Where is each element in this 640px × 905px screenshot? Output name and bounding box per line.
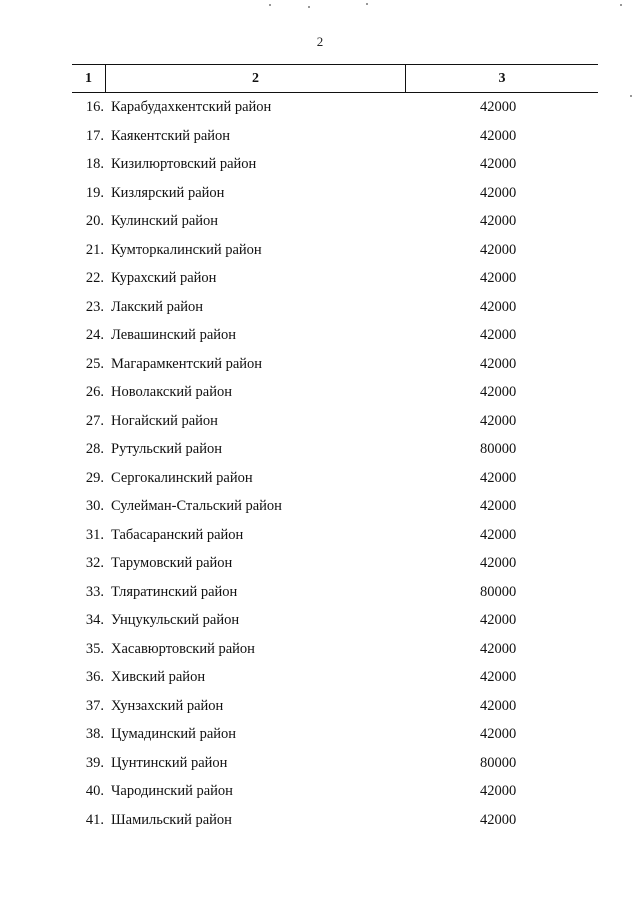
row-number: 40. <box>85 783 104 799</box>
district-name: Хасавюртовский район <box>111 640 255 657</box>
row-number: 23. <box>85 298 104 315</box>
header-col-3: 3 <box>498 70 506 86</box>
district-name: Кулинский район <box>111 213 219 229</box>
amount-value: 42000 <box>480 355 517 372</box>
table-header <box>72 64 598 93</box>
header-col-1: 1 <box>72 65 106 92</box>
amount-value: 42000 <box>480 270 517 286</box>
table-row <box>0 578 640 607</box>
amount-value: 42000 <box>480 498 517 514</box>
table-row <box>0 806 640 835</box>
district-name: Тляратинский район <box>111 583 238 600</box>
table-row <box>0 321 640 350</box>
row-number: 36. <box>85 669 104 685</box>
amount-value: 42000 <box>480 327 517 343</box>
amount-value: 42000 <box>480 526 517 543</box>
row-number: 37. <box>85 697 104 714</box>
district-name: Хунзахский район <box>111 697 224 714</box>
row-number: 39. <box>85 754 104 771</box>
district-name: Кизлярский район <box>111 184 225 201</box>
table-row <box>0 122 640 151</box>
scan-speck <box>620 4 622 6</box>
row-number: 34. <box>85 612 104 628</box>
row-number: 20. <box>85 213 104 229</box>
district-name: Магарамкентский район <box>111 355 263 372</box>
amount-value: 42000 <box>480 384 517 400</box>
table-row <box>0 492 640 521</box>
header-col-2: 2 <box>106 65 406 92</box>
amount-value: 42000 <box>480 298 517 315</box>
district-name: Рутульский район <box>111 441 223 457</box>
row-number: 33. <box>85 583 104 600</box>
row-number: 17. <box>85 127 104 144</box>
amount-value: 42000 <box>480 241 517 258</box>
district-name: Чародинский район <box>111 783 233 799</box>
table-row <box>0 521 640 550</box>
amount-value: 42000 <box>480 783 517 799</box>
amount-value: 42000 <box>480 555 517 571</box>
table-row <box>0 720 640 749</box>
row-number: 41. <box>85 811 104 828</box>
row-number: 30. <box>85 498 104 514</box>
scan-speck <box>366 3 368 5</box>
amount-value: 42000 <box>480 640 517 657</box>
row-number: 28. <box>85 441 104 457</box>
amount-value: 42000 <box>480 469 517 486</box>
row-number: 35. <box>85 640 104 657</box>
amount-value: 42000 <box>480 697 517 714</box>
amount-value: 42000 <box>480 213 517 229</box>
district-name: Унцукульский район <box>111 612 240 628</box>
table-row <box>0 435 640 464</box>
table-row <box>0 236 640 265</box>
row-number: 18. <box>85 156 104 172</box>
amount-value: 80000 <box>480 754 517 771</box>
row-number: 38. <box>85 726 104 742</box>
row-number: 27. <box>85 412 104 429</box>
amount-value: 42000 <box>480 669 517 685</box>
table-row <box>0 93 640 122</box>
table-row <box>0 264 640 293</box>
row-number: 21. <box>85 241 104 258</box>
amount-value: 42000 <box>480 726 517 742</box>
row-number: 16. <box>85 99 104 115</box>
district-name: Кизилюртовский район <box>111 156 257 172</box>
table-row <box>0 293 640 322</box>
amount-value: 42000 <box>480 412 517 429</box>
amount-value: 42000 <box>480 127 517 144</box>
amount-value: 80000 <box>480 441 517 457</box>
row-number: 25. <box>85 355 104 372</box>
page-number: 2 <box>316 34 324 49</box>
scan-speck <box>630 95 632 97</box>
district-name: Тарумовский район <box>111 555 233 571</box>
table-row <box>0 407 640 436</box>
table-row <box>0 635 640 664</box>
district-name: Цумадинский район <box>111 726 237 742</box>
amount-value: 42000 <box>480 99 517 115</box>
district-name: Левашинский район <box>111 327 237 343</box>
district-name: Табасаранский район <box>111 526 244 543</box>
district-name: Кумторкалинский район <box>111 241 262 258</box>
amount-value: 42000 <box>480 612 517 628</box>
row-number: 19. <box>85 184 104 201</box>
row-number: 32. <box>85 555 104 571</box>
row-number: 29. <box>85 469 104 486</box>
row-number: 24. <box>85 327 104 343</box>
district-name: Шамильский район <box>111 811 232 828</box>
district-name: Сергокалинский район <box>111 469 253 486</box>
district-name: Каякентский район <box>111 127 231 144</box>
amount-value: 42000 <box>480 811 517 828</box>
row-number: 31. <box>85 526 104 543</box>
table-row <box>0 749 640 778</box>
scan-speck <box>308 6 310 8</box>
table-row <box>0 150 640 179</box>
table-row <box>0 663 640 692</box>
district-name: Хивский район <box>111 669 206 685</box>
table-row <box>0 549 640 578</box>
table-row <box>0 606 640 635</box>
table-row <box>0 378 640 407</box>
scan-speck <box>269 4 271 6</box>
table-row <box>0 179 640 208</box>
district-name: Лакский район <box>111 298 204 315</box>
district-name: Ногайский район <box>111 412 218 429</box>
district-name: Карабудахкентский район <box>111 99 272 115</box>
table-row <box>0 777 640 806</box>
district-name: Курахский район <box>111 270 217 286</box>
amount-value: 42000 <box>480 184 517 201</box>
table-row <box>0 207 640 236</box>
amount-value: 42000 <box>480 156 517 172</box>
row-number: 22. <box>85 270 104 286</box>
table-row <box>0 464 640 493</box>
table-row <box>0 350 640 379</box>
amount-value: 80000 <box>480 583 517 600</box>
row-number: 26. <box>85 384 104 400</box>
district-name: Цунтинский район <box>111 754 228 771</box>
table-row <box>0 692 640 721</box>
district-name: Новолакский район <box>111 384 232 400</box>
district-name: Сулейман-Стальский район <box>111 498 282 514</box>
table-body <box>0 93 640 834</box>
